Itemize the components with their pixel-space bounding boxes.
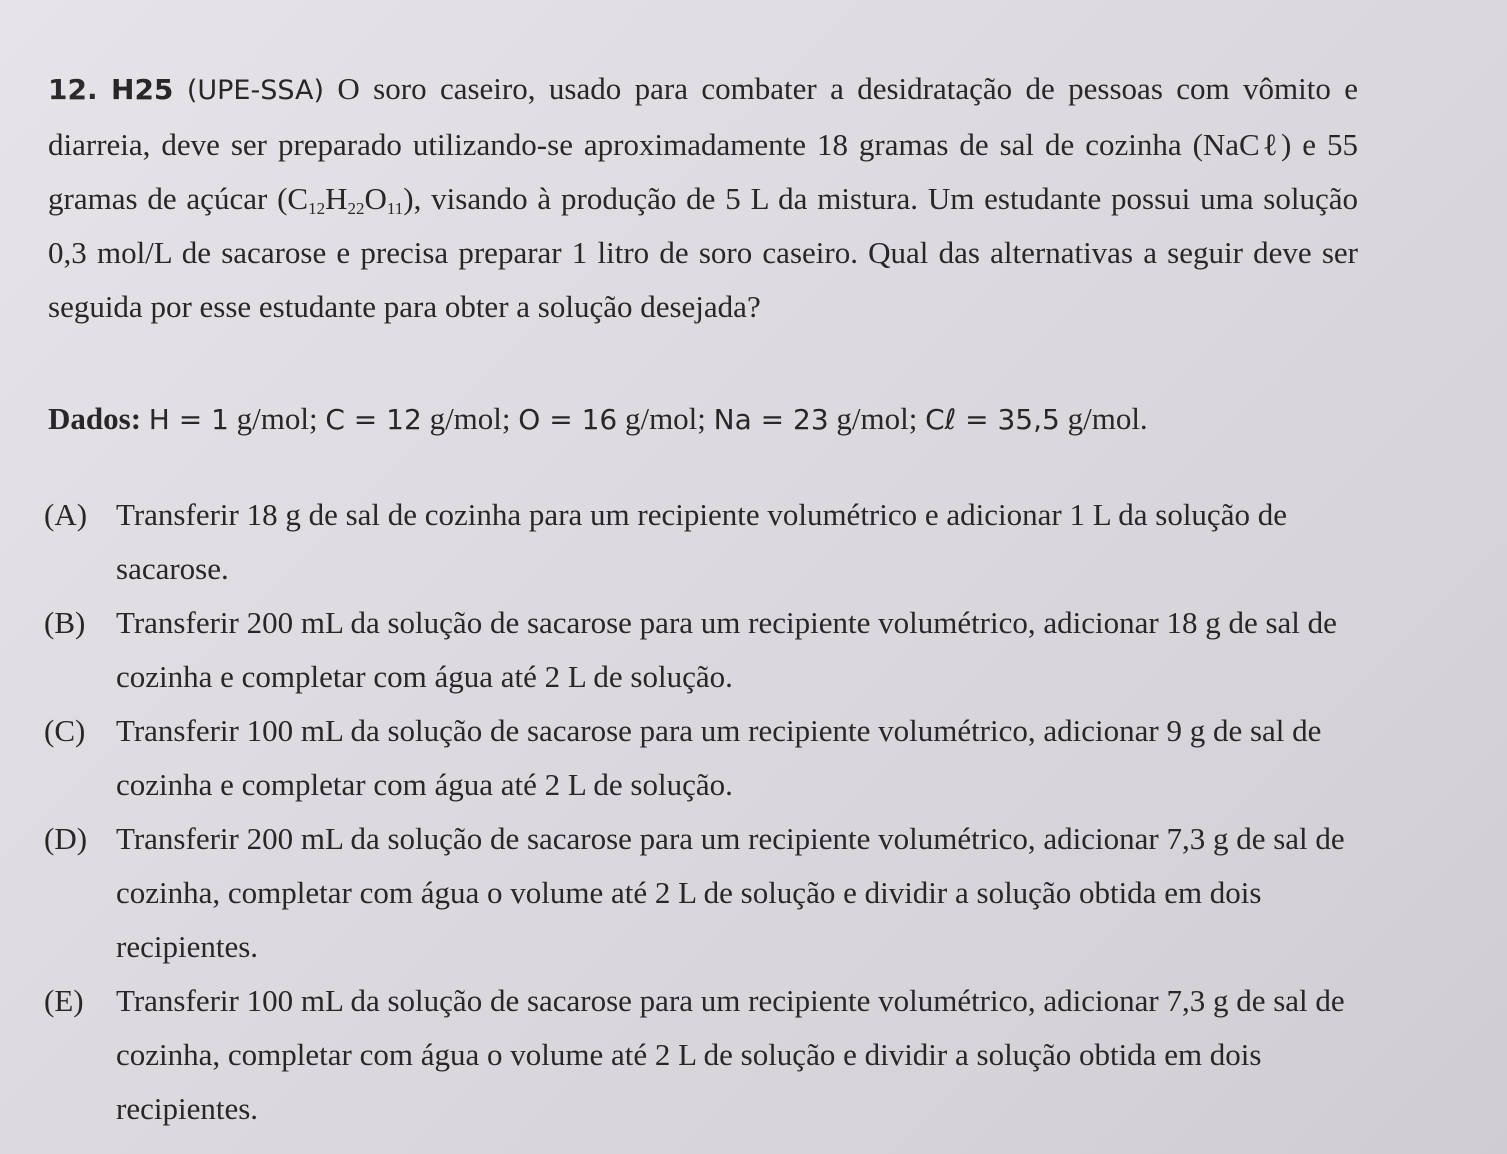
given-data-label: Dados: [48,401,142,436]
option-text: Transferir 200 mL da solução de sacarose para um recipiente volumétrico, adicionar 7,3 g de sal de cozinha, completar com água o volume até 2 L de solução e dividir a solução obtida em dois recipientes. [116,821,1345,964]
option-text: Transferir 100 mL da solução de sacarose para um recipiente volumétrico, adicionar 7,3 g de sal de cozinha, completar com água o volume até 2 L de solução e dividir a solução obtida em dois recipientes. [116,983,1345,1126]
mass-c: C = 12 [325,403,422,436]
unit-o: g/mol; [617,401,714,436]
stem-text-1: O soro caseiro, usado para combater a desidratação de pessoas com vômito e diarreia, deve ser preparado utilizando-se aproximadamente 18 gramas de sal de cozinha (NaCℓ) e 55 gramas de açúcar (C [48,71,1359,216]
mass-h: H = 1 [148,403,229,436]
option-letter: (E) [44,983,84,1018]
question-stem [48,62,1358,334]
question-number: 12. [48,73,98,106]
unit-c: g/mol; [421,401,519,436]
subscript-hydrogen: 22 [347,199,365,218]
option-letter: (B) [44,605,86,640]
option-letter: (A) [44,497,88,532]
exam-source: (UPE-SSA) [186,75,324,106]
given-data [48,392,1348,447]
unit-h: g/mol; [228,401,326,436]
mass-o: O = 16 [518,403,618,436]
formula-oxygen: O [364,181,387,216]
stem-text-2: ), visando à produção de 5 L da mistura. Um estudante possui uma solução 0,3 mol/L de sacarose e precisa preparar 1 litro de soro caseiro. Qual das alternativas a seguir deve ser seguida por esse estudante para obter a solução desejada? [48,181,1358,324]
answer-options [44,488,1384,1136]
mass-na: Na = 23 [713,403,829,436]
subscript-carbon: 12 [308,199,326,218]
option-letter: (C) [44,713,86,748]
unit-cl: g/mol. [1059,401,1148,436]
option-c[interactable] [44,704,1384,812]
formula-hydrogen: H [325,181,348,216]
mass-cl: Cℓ = 35,5 [925,403,1060,436]
option-text: Transferir 18 g de sal de cozinha para um recipiente volumétrico e adicionar 1 L da solução de sacarose. [116,497,1287,586]
option-e[interactable] [44,974,1384,1136]
option-b[interactable] [44,596,1384,704]
option-a[interactable] [44,488,1384,596]
option-letter: (D) [44,821,88,856]
skill-code: H25 [111,73,174,106]
option-text: Transferir 200 mL da solução de sacarose para um recipiente volumétrico, adicionar 18 g de sal de cozinha e completar com água até 2 L de solução. [116,605,1337,694]
subscript-oxygen: 11 [386,199,404,218]
unit-na: g/mol; [828,401,926,436]
option-text: Transferir 100 mL da solução de sacarose para um recipiente volumétrico, adicionar 9 g de sal de cozinha e completar com água até 2 L de solução. [116,713,1322,802]
option-d[interactable] [44,812,1384,974]
